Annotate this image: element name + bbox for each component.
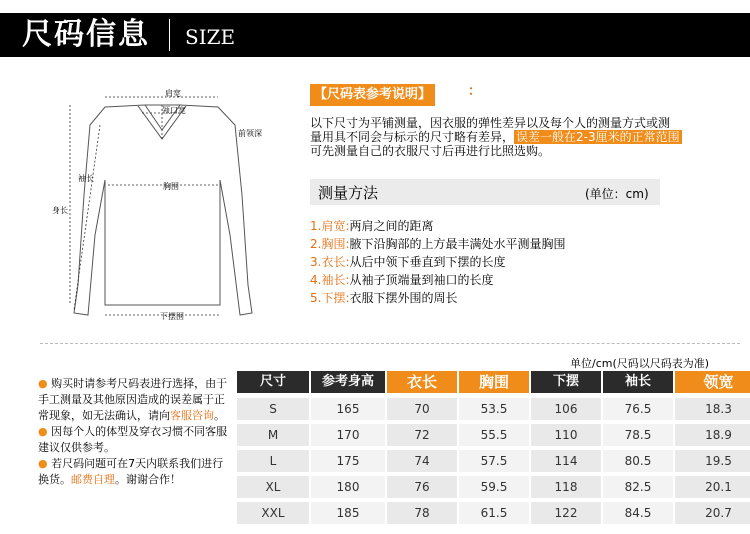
table-cell: 20.1 <box>675 476 750 498</box>
measure-item-desc: 衣服下摆外围的周长 <box>349 291 458 305</box>
note-3-end: 。谢谢合作！ <box>115 473 181 486</box>
measure-item <box>310 235 566 253</box>
measure-item-num: 4.袖长: <box>310 273 350 287</box>
table-cell: 74 <box>387 450 457 472</box>
purchase-notes <box>38 376 233 488</box>
table-header-cell: 尺寸 <box>237 371 309 393</box>
measure-item <box>310 217 566 235</box>
table-row <box>237 502 750 524</box>
table-cell: 78.5 <box>603 424 673 446</box>
header-title: 尺码信息 <box>22 17 150 52</box>
table-cell: 72 <box>387 424 457 446</box>
label-shoulder: 肩宽 <box>165 89 181 98</box>
measure-unit: (单位：cm) <box>585 187 649 201</box>
measure-item-num: 3.衣长: <box>310 255 350 269</box>
table-cell: 59.5 <box>459 476 529 498</box>
table-header-row <box>237 371 750 393</box>
table-cell: 110 <box>531 424 601 446</box>
table-cell: 76 <box>387 476 457 498</box>
label-hem: 下摆围 <box>160 312 184 321</box>
measure-item-num: 2.胸围: <box>310 237 350 251</box>
bullet-icon: ● <box>38 425 52 438</box>
table-cell: 84.5 <box>603 502 673 524</box>
note-2 <box>38 424 233 456</box>
table-header-cell: 衣长 <box>387 371 457 393</box>
table-row <box>237 424 750 446</box>
table-header-cell: 下摆 <box>531 371 601 393</box>
table-cell: 78 <box>387 502 457 524</box>
measure-item <box>310 289 566 307</box>
header-subtitle: SIZE <box>185 25 236 49</box>
table-cell: 57.5 <box>459 450 529 472</box>
info-title: 【尺码表参考说明】 <box>310 84 435 106</box>
info-line-2 <box>310 130 710 144</box>
table-cell: 185 <box>311 502 385 524</box>
label-chest: 胸围 <box>163 182 179 191</box>
table-cell: 114 <box>531 450 601 472</box>
table-cell: 118 <box>531 476 601 498</box>
measure-bar <box>310 179 660 205</box>
table-cell: 18.9 <box>675 424 750 446</box>
table-cell: 76.5 <box>603 398 673 420</box>
label-front-neck-depth: 前领深 <box>238 129 262 138</box>
table-row <box>237 476 750 498</box>
info-line-1: 以下尺寸为平铺测量，因衣服的弹性差异以及每个人的测量方式或测 <box>310 116 671 130</box>
table-cell: L <box>237 450 309 472</box>
table-row <box>237 450 750 472</box>
table-cell: 20.7 <box>675 502 750 524</box>
measure-item <box>310 271 566 289</box>
measure-item-num: 1.肩宽: <box>310 219 350 233</box>
note-3-text: 若尺码问题可在7天内联系我们进行换货。 <box>38 457 224 486</box>
note-1-text: 购买时请参考尺码表进行选择，由于手工测量及其他原因造成的误差属于正常现象，如无法确认，请向 <box>38 377 228 422</box>
table-cell: 53.5 <box>459 398 529 420</box>
note-3 <box>38 456 233 488</box>
measure-title: 测量方法 <box>318 184 379 202</box>
note-1 <box>38 376 233 424</box>
info-title-colon: ： <box>468 84 482 99</box>
info-highlight: 误差一般在2-3厘米的正常范围 <box>516 130 680 144</box>
table-cell: 61.5 <box>459 502 529 524</box>
info-line-2a: 量用具不同会与标示的尺寸略有差异， <box>310 130 515 144</box>
table-cell: S <box>237 398 309 420</box>
table-cell: 165 <box>311 398 385 420</box>
bullet-icon: ● <box>38 457 52 470</box>
note-1-end: 。 <box>214 409 225 422</box>
table-cell: 19.5 <box>675 450 750 472</box>
measure-list <box>310 217 566 307</box>
label-neckline: 领口宽 <box>162 106 186 115</box>
table-cell: 55.5 <box>459 424 529 446</box>
header-divider <box>169 19 170 51</box>
table-cell: XL <box>237 476 309 498</box>
info-text <box>310 116 710 158</box>
label-sleeve: 袖长 <box>78 174 94 183</box>
table-unit-note: 单位/cm(尺码以尺码表为准) <box>570 357 710 370</box>
measure-item <box>310 253 566 271</box>
table-cell: 106 <box>531 398 601 420</box>
bullet-icon: ● <box>38 377 52 390</box>
header <box>0 0 750 57</box>
garment-diagram <box>30 85 290 330</box>
table-cell: 70 <box>387 398 457 420</box>
table-row <box>237 398 750 420</box>
table-header-cell: 胸围 <box>459 371 529 393</box>
table-cell: 82.5 <box>603 476 673 498</box>
note-2-text: 因每个人的体型及穿衣习惯不同客服建议仅供参考。 <box>38 425 228 454</box>
measure-item-desc: 腋下沿胸部的上方最丰满处水平测量胸围 <box>349 237 566 251</box>
table-cell: XXL <box>237 502 309 524</box>
label-body-length: 身长 <box>52 206 68 215</box>
table-cell: 18.3 <box>675 398 750 420</box>
table-cell: 122 <box>531 502 601 524</box>
shipping-note: 邮费自理 <box>71 473 115 486</box>
measure-item-desc: 两肩之间的距离 <box>349 219 434 233</box>
table-header-cell: 袖长 <box>603 371 673 393</box>
section-divider <box>40 343 740 344</box>
table-cell: M <box>237 424 309 446</box>
table-cell: 80.5 <box>603 450 673 472</box>
measure-item-desc: 从袖子顶端量到袖口的长度 <box>349 273 494 287</box>
table-header-cell: 参考身高 <box>311 371 385 393</box>
table-cell: 180 <box>311 476 385 498</box>
customer-service-link[interactable]: 客服咨询 <box>170 409 214 422</box>
table-header-cell: 领宽 <box>675 371 750 393</box>
measure-item-num: 5.下摆: <box>310 291 350 305</box>
table-cell: 170 <box>311 424 385 446</box>
table-cell: 175 <box>311 450 385 472</box>
measure-item-desc: 从后中领下垂直到下摆的长度 <box>349 255 506 269</box>
sweater-outline <box>30 85 290 330</box>
info-line-3: 可先测量自己的衣服尺寸后再进行比照选购。 <box>310 144 551 158</box>
